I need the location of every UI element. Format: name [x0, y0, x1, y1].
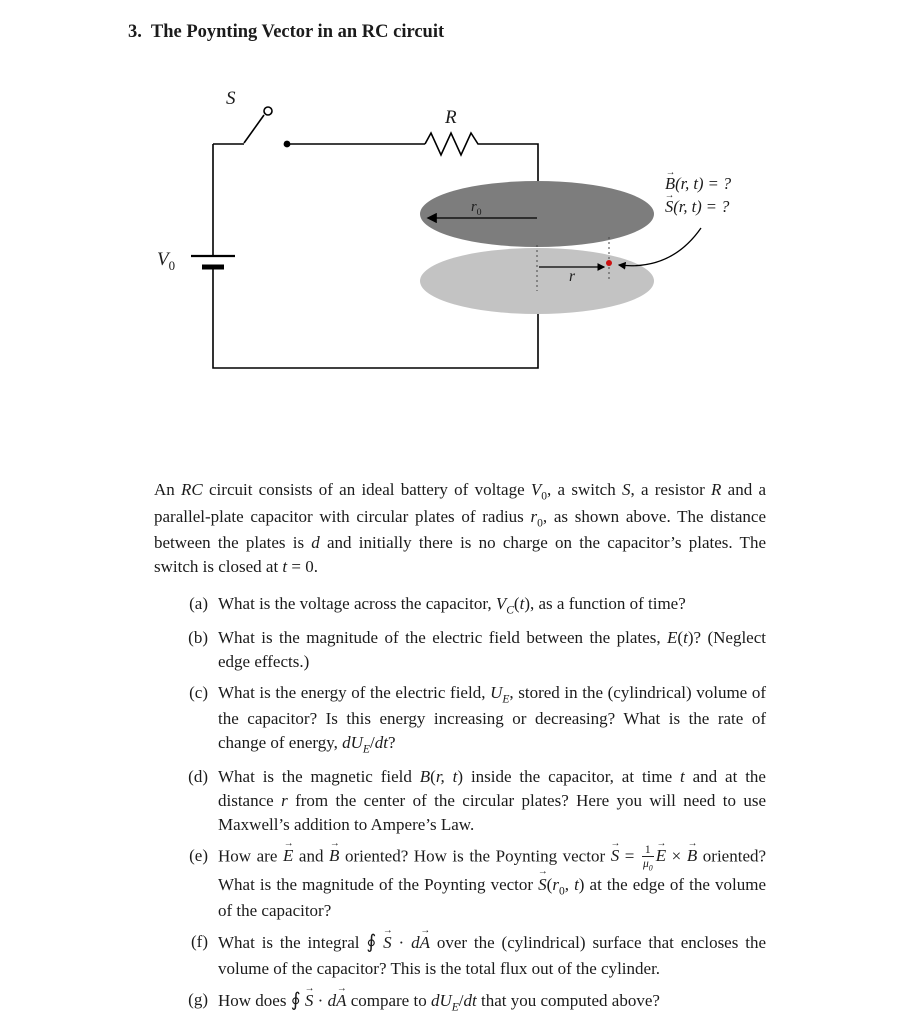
switch-label: S — [226, 88, 236, 109]
item-label: (d) — [188, 766, 208, 786]
item-text: What is the magnitude of the electric field between the plates, E(t)? (Neglect edge effects.) — [218, 627, 766, 671]
problem-item-g — [154, 988, 766, 1016]
item-label: (g) — [188, 990, 208, 1010]
capacitor-top-plate — [420, 181, 654, 247]
problem-item-e — [154, 844, 766, 923]
battery-voltage-label: $V_0$ — [157, 249, 176, 273]
poynting-annotation: → S(r, t) = ? — [665, 197, 729, 217]
intro-paragraph: An RC circuit consists of an ideal battery of voltage $V_0$, a switch S, a resistor R and a parallel-plate capacitor with circular plates of radius $r_0$, as shown above. The distance between the plates is d and initially there is no charge on the capacitor’s plates. The switch is closed at t = 0. — [154, 480, 767, 577]
battery-icon — [191, 256, 235, 267]
item-text: How does ∮ → S · d→ A compare to $dU_E/dt$ that you computed above? — [218, 988, 766, 1016]
problem-item-a — [154, 592, 766, 619]
problem-title: The Poynting Vector in an RC circuit — [150, 22, 445, 42]
item-label: (c) — [189, 682, 208, 702]
item-text: How are → E and → B oriented? How is the Poynting vector → S = $\frac{1}{\mu_0}$ → E × → B oriented? What is the magnitude of the Poynting vector → $S(r_0$, t) at the edge of the volume of the capacitor? — [218, 844, 766, 923]
switch-icon — [244, 107, 290, 147]
problem-item-f — [154, 930, 766, 981]
annotation-arrow — [619, 228, 701, 266]
circuit-diagram — [0, 0, 915, 440]
item-label: (e) — [189, 845, 208, 865]
problem-list — [154, 592, 766, 1023]
item-text: What is the magnetic field B(r, t) inside the capacitor, at time t and at the distance r from the center of the circular plates? Here you will need to use Maxwell’s addition to Ampere’s Law. — [218, 766, 766, 834]
item-text: What is the energy of the electric field, $U_E$, stored in the (cylindrical) volume of the capacitor? Is this energy increasing or decreasing? What is the rate of change of energy, $dU_E/dt$? — [218, 682, 766, 756]
problem-item-b — [154, 626, 766, 674]
item-label: (f) — [191, 932, 208, 952]
problem-item-d — [154, 765, 766, 837]
item-text: What is the integral ∮ → S · d→ A over the (cylindrical) surface that encloses the volume of the capacitor? This is the total flux out of the cylinder. — [218, 930, 766, 981]
field-point-marker — [606, 260, 612, 266]
b-field-annotation: → B(r, t) = ? — [665, 174, 731, 194]
item-label: (a) — [189, 594, 208, 613]
plate-radius-label: $r_0$ — [471, 199, 482, 218]
item-text: What is the voltage across the capacitor, $V_C(t)$, as a function of time? — [218, 594, 686, 617]
circuit-diagram-svg — [0, 0, 915, 440]
problem-item-c — [154, 681, 766, 758]
problem-number: 3. — [128, 22, 142, 42]
resistor-label: R — [445, 107, 457, 128]
radius-label: r — [569, 268, 576, 285]
item-label: (b) — [188, 627, 208, 647]
